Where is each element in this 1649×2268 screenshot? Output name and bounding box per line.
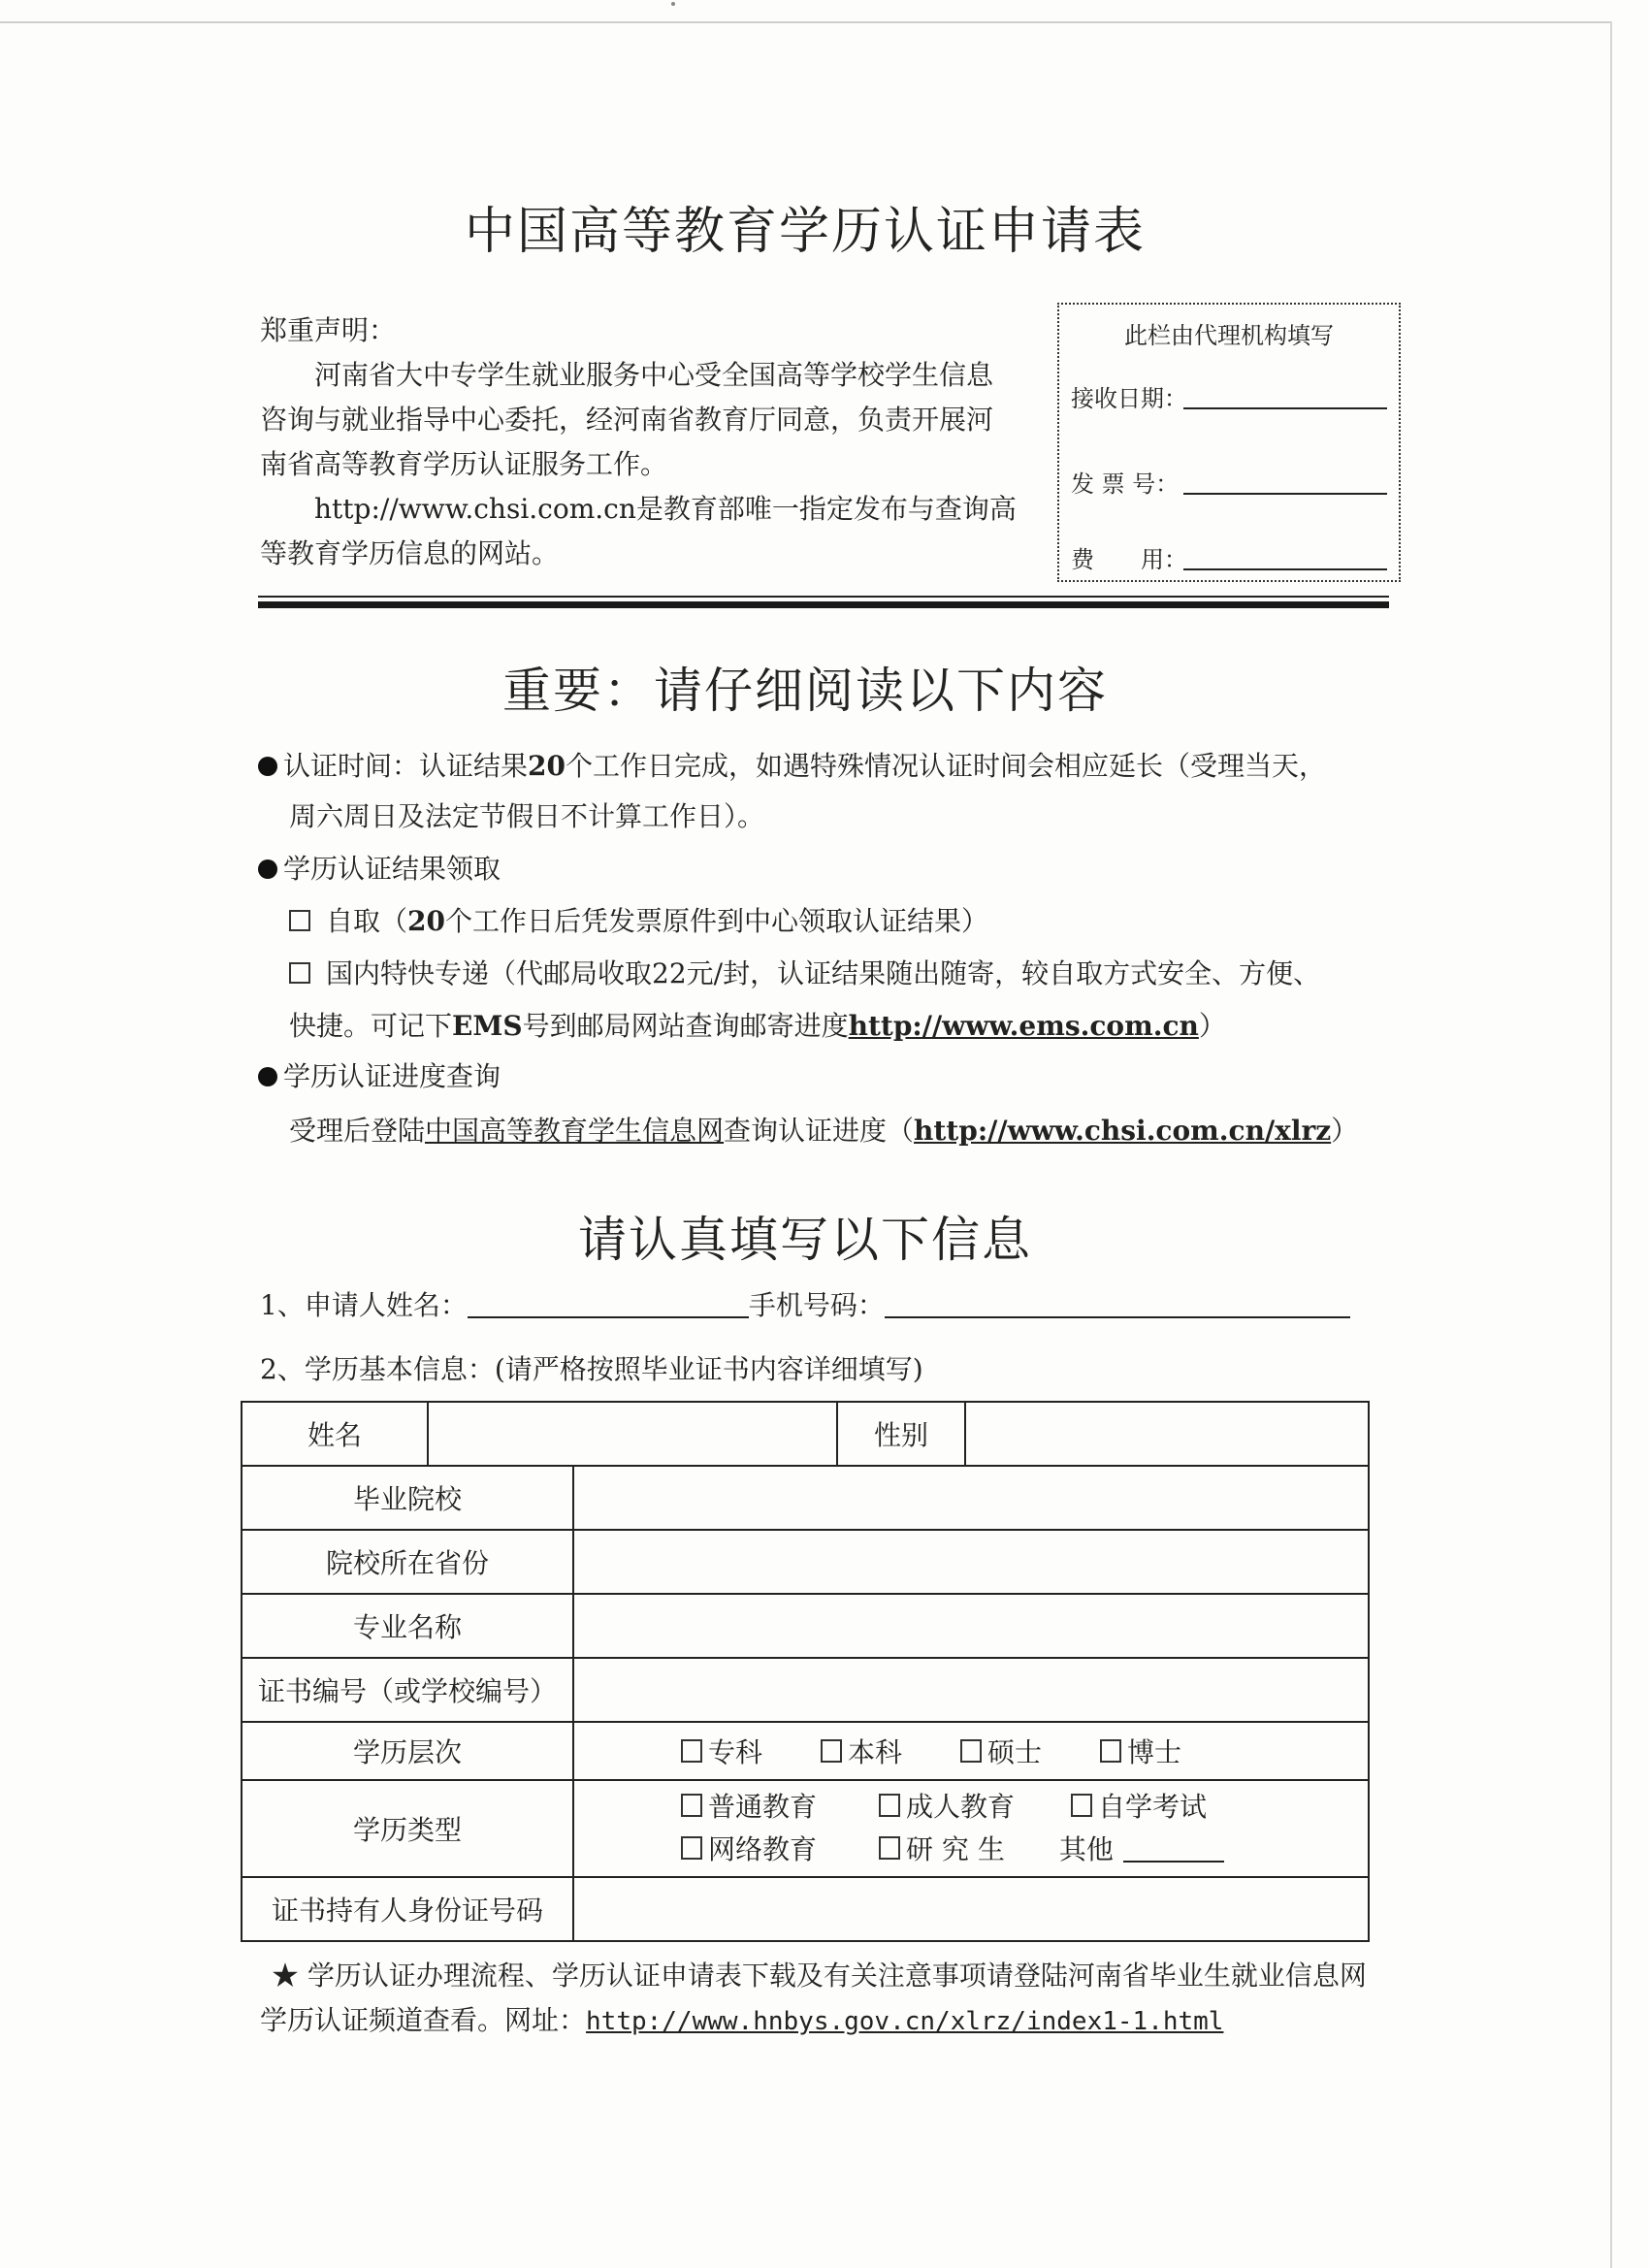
name-field[interactable]	[428, 1402, 837, 1466]
received-date-label: 接收日期：	[1071, 385, 1187, 412]
type-options-row-2	[681, 1829, 1358, 1871]
school-label: 毕业院校	[242, 1466, 573, 1530]
page-edge-right	[1610, 21, 1612, 2268]
applicant-row	[260, 1286, 1350, 1325]
checkbox[interactable]	[1100, 1739, 1121, 1763]
table-row	[242, 1594, 1369, 1658]
type-option-yanjiusheng[interactable]: 研 究 生	[879, 1829, 1005, 1871]
checkbox[interactable]	[681, 1794, 702, 1817]
type-option-other: 其他	[1059, 1833, 1224, 1865]
declaration-heading: 郑重声明：	[260, 314, 397, 346]
gender-field[interactable]	[965, 1402, 1369, 1466]
fill-heading: 请认真填写以下信息	[578, 1212, 1032, 1268]
checkbox[interactable]	[960, 1739, 982, 1763]
cert-no-label: 证书编号（或学校编号）	[242, 1658, 573, 1722]
ems-link[interactable]: http://www.ems.com.cn	[848, 1010, 1199, 1042]
level-option-zhuanke[interactable]: 专科	[681, 1732, 762, 1770]
fee-row	[1071, 537, 1391, 576]
type-options-row-1	[681, 1786, 1358, 1829]
type-option-putong[interactable]: 普通教育	[681, 1786, 817, 1829]
invoice-no-label: 发 票 号：	[1071, 470, 1180, 498]
gender-label: 性别	[837, 1402, 965, 1466]
type-option-wangluo[interactable]: 网络教育	[681, 1829, 817, 1871]
checkbox[interactable]	[879, 1836, 900, 1860]
self-collect-checkbox[interactable]	[289, 910, 310, 931]
major-label: 专业名称	[242, 1594, 573, 1658]
star-icon: ★	[272, 1960, 300, 1992]
invoice-no-row	[1071, 462, 1391, 501]
id-no-field[interactable]	[573, 1877, 1369, 1941]
agent-box-title: 此栏由代理机构填写	[1124, 322, 1334, 349]
fee-line[interactable]	[1183, 568, 1387, 570]
express-option-line-2: 快捷。可记下EMS号到邮局网站查询邮寄进度http://www.ems.com.cn）	[289, 1010, 1226, 1042]
xlrz-link[interactable]: http://www.chsi.com.cn/xlrz	[914, 1115, 1332, 1147]
type-option-chengren[interactable]: 成人教育	[879, 1786, 1015, 1829]
chsi-site-name[interactable]: 中国高等教育学生信息网	[425, 1115, 725, 1147]
applicant-name-field[interactable]	[468, 1316, 749, 1318]
received-date-row	[1071, 376, 1391, 415]
phone-label: 手机号码：	[748, 1289, 885, 1321]
table-row	[242, 1722, 1369, 1780]
type-options	[573, 1780, 1369, 1877]
express-checkbox[interactable]	[289, 962, 310, 984]
declaration	[260, 308, 1017, 576]
invoice-no-line[interactable]	[1183, 493, 1387, 495]
level-option-boshi[interactable]: 博士	[1100, 1732, 1181, 1770]
received-date-line[interactable]	[1183, 407, 1387, 409]
level-label: 学历层次	[242, 1722, 573, 1780]
checkbox[interactable]	[879, 1794, 900, 1817]
page-title: 中国高等教育学历认证申请表	[464, 203, 1146, 261]
declaration-para-2-text: 是教育部唯一指定发布与查询高等教育学历信息的网站。	[260, 493, 1017, 569]
level-option-shuoshi[interactable]: 硕士	[960, 1732, 1042, 1770]
table-row	[242, 1530, 1369, 1594]
table-row	[242, 1780, 1369, 1877]
collect-heading: 学历认证结果领取	[258, 850, 501, 889]
province-label: 院校所在省份	[242, 1530, 573, 1594]
edu-info-table-body	[241, 1465, 1370, 1942]
table-row	[242, 1658, 1369, 1722]
declaration-para-2	[260, 487, 1017, 576]
declaration-para-1: 河南省大中专学生就业服务中心受全国高等学校学生信息咨询与就业指导中心委托，经河南省教育厅同意，负责开展河南省高等教育学历认证服务工作。	[260, 359, 994, 480]
express-option-line-1: 国内特快专递（代邮局收取22元/封，认证结果随出随寄，较自取方式安全、方便、	[289, 955, 1320, 993]
level-options	[573, 1722, 1369, 1780]
edu-info-table	[241, 1401, 1370, 1467]
phone-field[interactable]	[885, 1316, 1350, 1318]
cert-time-line-1: 认证时间：认证结果20个工作日完成，如遇特殊情况认证时间会相应延长（受理当天，	[258, 747, 1326, 786]
fee-label: 费 用：	[1071, 546, 1187, 573]
divider-thin	[258, 596, 1389, 598]
divider-thick	[258, 601, 1389, 608]
progress-line: 受理后登陆中国高等教育学生信息网查询认证进度（http://www.chsi.com.cn/xlrz）	[289, 1115, 1359, 1147]
type-option-zixue[interactable]: 自学考试	[1071, 1786, 1207, 1829]
applicant-name-label: 1、申请人姓名：	[260, 1289, 468, 1321]
major-field[interactable]	[573, 1594, 1369, 1658]
province-field[interactable]	[573, 1530, 1369, 1594]
edu-info-heading: 2、学历基本信息：(请严格按照毕业证书内容详细填写)	[260, 1353, 923, 1385]
school-field[interactable]	[573, 1466, 1369, 1530]
type-label: 学历类型	[242, 1780, 573, 1877]
cert-time-line-2: 周六周日及法定节假日不计算工作日）。	[289, 800, 765, 832]
name-label: 姓名	[242, 1402, 428, 1466]
id-no-label: 证书持有人身份证号码	[242, 1877, 573, 1941]
hnbys-link[interactable]: http://www.hnbys.gov.cn/xlrz/index1-1.html	[586, 2007, 1224, 2036]
level-option-benke[interactable]: 本科	[821, 1732, 902, 1770]
checkbox[interactable]	[1071, 1794, 1092, 1817]
agent-box	[1057, 303, 1401, 582]
progress-heading: 学历认证进度查询	[258, 1057, 501, 1096]
cert-no-field[interactable]	[573, 1658, 1369, 1722]
table-row	[242, 1877, 1369, 1941]
chsi-link[interactable]: http://www.chsi.com.cn	[314, 493, 636, 525]
table-row	[242, 1402, 1369, 1466]
type-other-field[interactable]	[1123, 1861, 1224, 1863]
important-heading: 重要：请仔细阅读以下内容	[502, 663, 1108, 719]
checkbox[interactable]	[681, 1739, 702, 1763]
table-row	[242, 1466, 1369, 1530]
speck	[671, 2, 675, 6]
checkbox[interactable]	[821, 1739, 842, 1763]
page-edge-top	[0, 21, 1610, 23]
checkbox[interactable]	[681, 1836, 702, 1860]
footer-note: ★ 学历认证办理流程、学历认证申请表下载及有关注意事项请登陆河南省毕业生就业信息网学历认证频道查看。网址：http://www.hnbys.gov.cn/xlrz/index1-1.html	[260, 1960, 1367, 2036]
self-collect-option: 自取（20个工作日后凭发票原件到中心领取认证结果）	[289, 902, 988, 941]
